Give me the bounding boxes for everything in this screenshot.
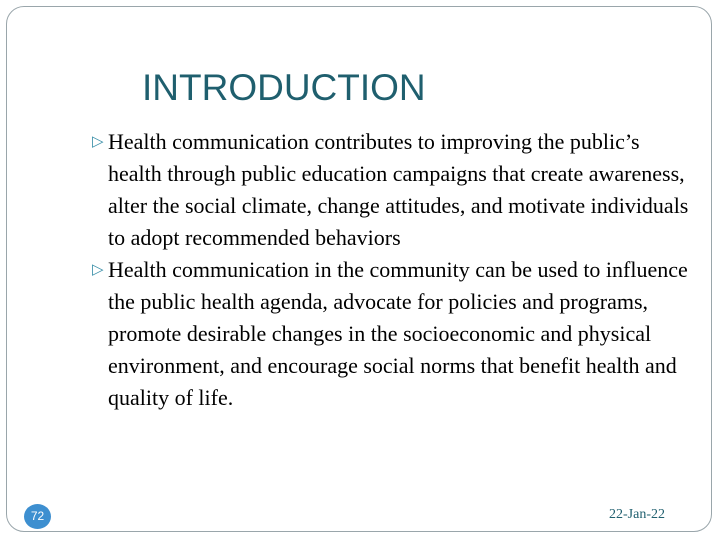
bullet-item — [89, 126, 689, 254]
bullet-text: Health communication contributes to improving the public’s health through public education campaigns that create awareness, alter the social climate, change attitudes, and motivate individuals to adopt recommended behaviors — [108, 129, 689, 250]
footer-date: 22-Jan-22 — [609, 507, 665, 522]
slide-number-badge: 72 — [24, 504, 51, 529]
slide-title: INTRODUCTION — [142, 67, 426, 108]
bullet-text: Health communication in the community can be used to influence the public health agenda, advocate for policies and programs, promote desirable changes in the socioeconomic and physical environment, and encourage social norms that benefit health and quality of life. — [108, 257, 688, 410]
triangle-bullet-icon: ▷ — [92, 262, 104, 278]
bullet-list — [89, 126, 689, 414]
slide-frame — [6, 6, 712, 532]
bullet-item — [89, 254, 689, 414]
triangle-bullet-icon: ▷ — [92, 134, 104, 150]
